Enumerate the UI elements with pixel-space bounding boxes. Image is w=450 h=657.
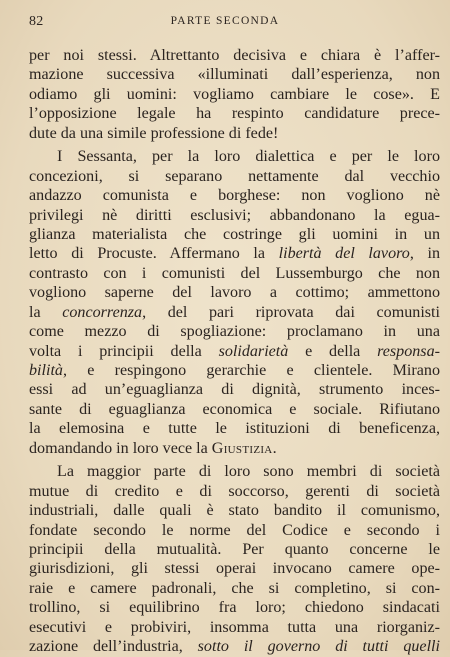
text-line <box>29 225 440 244</box>
text-run: la <box>29 303 63 321</box>
text-run: letto di Procuste. Affermano la <box>29 245 279 263</box>
text-run: vogliono saperne del lavoro a cottimo; ammettono <box>29 284 440 302</box>
running-title: PARTE SECONDA <box>170 15 280 27</box>
text-line <box>29 501 440 520</box>
text-line <box>29 462 440 481</box>
text-run: come mezzo di spogliazione: proclamano in una <box>29 323 440 341</box>
italic-text: concorrenza <box>62 303 143 321</box>
text-run: essi ad un’eguaglianza di dignità, strumento inces- <box>29 381 440 399</box>
text-run: mutue di credito e di soccorso, gerenti di società <box>29 482 440 500</box>
text-line <box>29 264 440 283</box>
text-run: privilegi nè diritti esclusivi; abbandonano la egua- <box>29 206 440 224</box>
text-run: giurisdizioni, gli stessi operai invocano camere ope- <box>29 560 440 578</box>
text-run: l’opposizione legale ha respinto candidature prece- <box>29 105 440 123</box>
text-run: zazione dell’industria, <box>29 638 198 656</box>
text-line <box>29 322 440 341</box>
text-run: trollino, si equilibrino fra loro; chiedono sindacati <box>29 599 440 617</box>
text-run: raie e camere padronali, che si completino, si con- <box>29 579 440 597</box>
text-run: andazzo comunista e borghese: non vogliono nè <box>29 187 440 205</box>
text-run: , in <box>409 245 440 263</box>
text-run: industriali, dalle quali è stato bandito il comunismo, <box>29 502 440 520</box>
text-line <box>29 104 440 123</box>
text-run: domandando in loro vece la <box>29 439 212 457</box>
text-line <box>29 206 440 225</box>
text-run: contrasto con i comunisti del Lussemburgo che non <box>29 264 440 282</box>
text-line <box>29 380 440 399</box>
text-run: e della <box>288 342 378 360</box>
text-line <box>29 244 440 263</box>
page-number: 82 <box>29 14 44 29</box>
text-run: La maggior parte di loro sono membri di società <box>57 463 440 481</box>
text-line <box>29 400 440 419</box>
text-line <box>29 147 440 166</box>
italic-text: solidarietà <box>218 342 289 360</box>
text-line <box>29 186 440 205</box>
italic-text: bilità <box>29 362 63 379</box>
italic-text: libertà del lavoro <box>278 245 410 263</box>
text-run: la elemosina e tutte le istituzioni di beneficenza, <box>29 420 440 438</box>
text-line <box>29 439 440 458</box>
paragraph <box>29 147 440 458</box>
text-run: glianza materialista che costringe gli uomini in un <box>29 225 440 243</box>
paragraph <box>29 462 440 656</box>
text-line <box>29 167 440 186</box>
text-line <box>29 419 440 438</box>
text-run: volta i principii della <box>29 342 219 360</box>
text-run: , del pari riprovata dai comunisti <box>142 303 440 321</box>
text-line <box>29 46 440 65</box>
text-line <box>29 579 440 598</box>
text-run: dute da una simile professione di fede! <box>29 124 279 142</box>
text-run: I Sessanta, per la loro dialettica e per le loro <box>57 148 440 166</box>
text-line <box>29 283 440 302</box>
text-run: sante di eguaglianza economica e sociale. Rifiutano <box>29 400 440 418</box>
text-line <box>29 303 440 322</box>
italic-text: sotto il governo di tutti quelli <box>197 638 440 656</box>
text-run: fondate secondo le norme del Codice e secondo i <box>29 521 440 539</box>
text-line <box>29 637 440 656</box>
text-line <box>29 85 440 104</box>
text-line <box>29 598 440 617</box>
text-line <box>29 65 440 84</box>
text-line <box>29 540 440 559</box>
text-run: , e respingono gerarchie e clientele. Mirano <box>62 362 440 379</box>
running-head <box>29 14 421 34</box>
text-run: mazione successiva «illuminati dall’esperienza, non <box>29 66 440 84</box>
text-line <box>29 482 440 501</box>
text-run: principii della mutualità. Per quanto concerne le <box>29 540 440 558</box>
text-line <box>29 618 440 637</box>
italic-text: responsa- <box>377 342 440 360</box>
text-line <box>29 361 440 380</box>
text-run: concezioni, si separano nettamente dal vecchio <box>29 167 440 185</box>
text-line <box>29 124 440 143</box>
text-line <box>29 342 440 361</box>
text-line <box>29 559 440 578</box>
paragraph <box>29 46 440 143</box>
body-text <box>29 46 440 657</box>
text-run: . <box>272 439 277 457</box>
small-caps-text: Giustizia <box>211 439 273 457</box>
text-run: per noi stessi. Altrettanto decisiva e chiara è l’affer- <box>29 47 440 64</box>
text-run: odiamo gli uomini: vogliamo cambiare le cose». E <box>29 85 440 103</box>
text-line <box>29 521 440 540</box>
text-run: esecutivi e probiviri, insomma tutta una riorganiz- <box>29 618 440 636</box>
